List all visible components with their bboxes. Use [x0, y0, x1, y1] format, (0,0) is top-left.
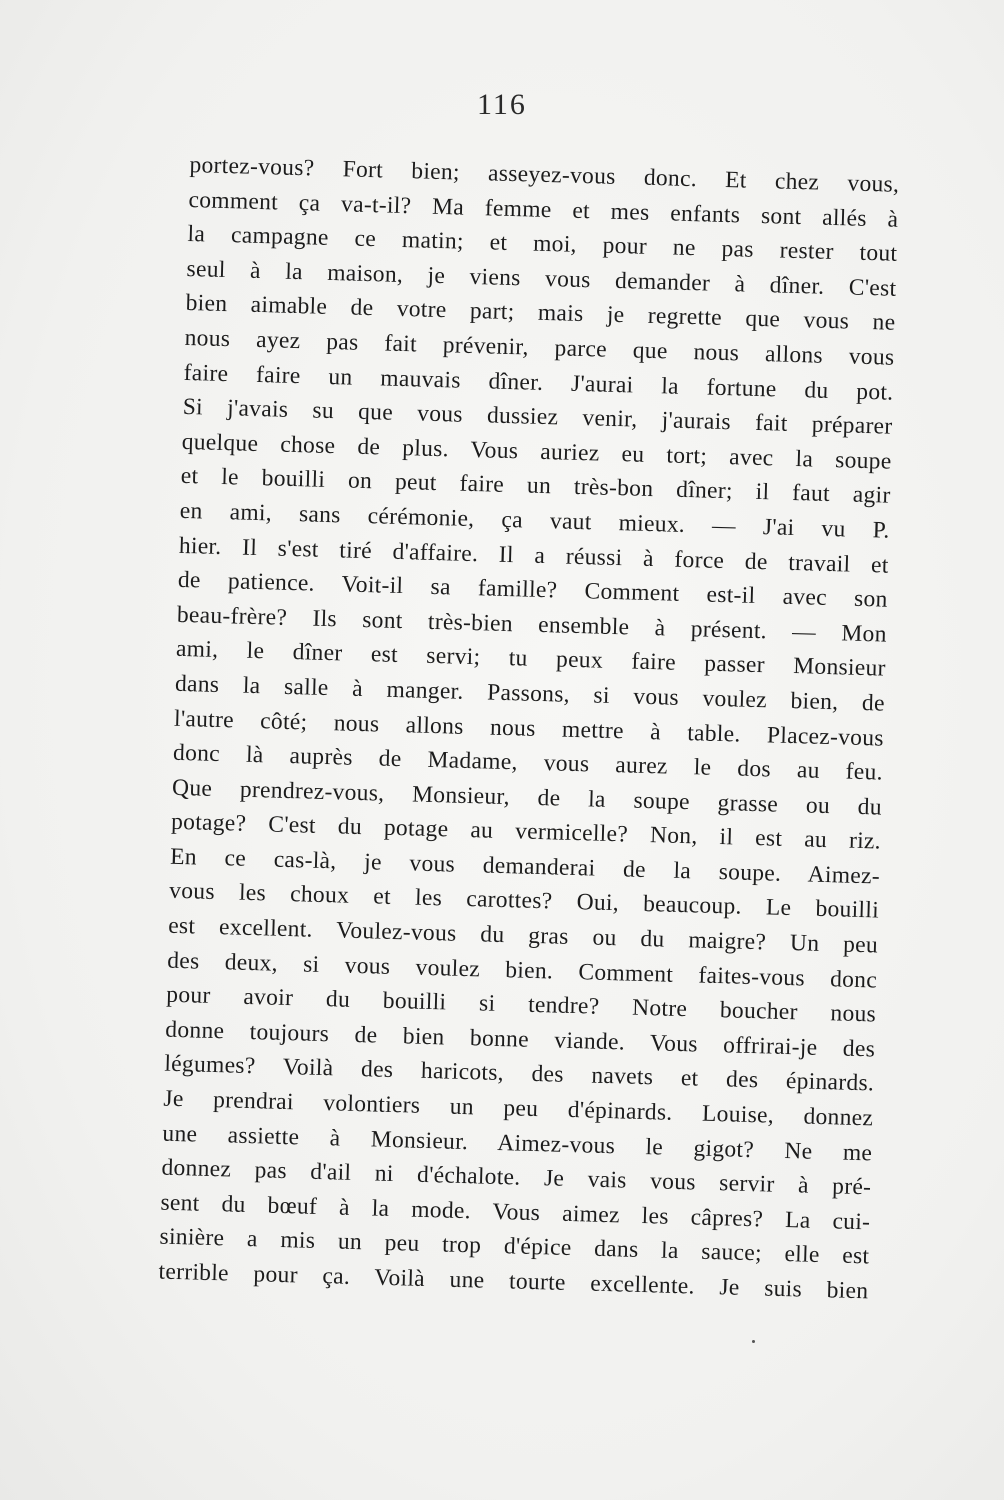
text-line: potage? C'est du potage au vermicelle? Non, il est au riz. — [170, 809, 882, 855]
text-line: nous ayez pas fait prévenir, parce que nous allons vous — [184, 324, 895, 371]
ink-speck — [752, 1340, 755, 1343]
text-line: Si j'avais su que vous dussiez venir, j'aurais fait préparer — [182, 394, 893, 440]
text-line: Je prendrai volontiers un peu d'épinards. Louise, donnez — [163, 1085, 874, 1132]
text-line: en ami, sans cérémonie, ça vaut mieux. — J'ai vu P. — [179, 497, 890, 544]
text-line: bien aimable de votre part; mais je regrette que vous ne — [185, 290, 896, 337]
text-line: sent du bœuf à la mode. Vous aimez les câpres? La cui- — [160, 1189, 871, 1236]
text-line: seul à la maison, je viens vous demander à dîner. C'est — [186, 255, 897, 302]
text-line: l'autre côté; nous allons nous mettre à table. Placez-vous — [173, 705, 885, 752]
text-line: hier. Il s'est tiré d'affaire. Il a réussi à force de travail et — [178, 532, 889, 579]
page-number: 116 — [477, 88, 527, 121]
text-line: beau-frère? Ils sont très-bien ensemble à présent. — Mon — [176, 601, 888, 648]
text-line: sinière a mis un peu trop d'épice dans la sauce; elle est — [159, 1223, 870, 1270]
text-line: des deux, si vous voulez bien. Comment faites-vous donc — [166, 947, 878, 994]
text-line: Que prendrez-vous, Monsieur, de la soupe grasse ou du — [171, 774, 883, 821]
text-line: portez-vous? Fort bien; asseyez-vous donc. Et chez vous, — [189, 151, 900, 198]
text-line: vous les choux et les carottes? Oui, beaucoup. Le bouilli — [168, 878, 880, 924]
text-line: pour avoir du bouilli si tendre? Notre boucher nous — [165, 981, 877, 1028]
text-line: et le bouilli on peut faire un très-bon dîner; il faut agir — [180, 463, 891, 510]
text-line: En ce cas-là, je vous demanderai de la soupe. Aimez- — [169, 843, 881, 890]
text-line: est excellent. Voulez-vous du gras ou du maigre? Un peu — [167, 912, 879, 959]
text-line: terrible pour ça. Voilà une tourte excellente. Je suis bien — [158, 1258, 869, 1305]
text-line: donnez pas d'ail ni d'échalote. Je vais vous servir à pré- — [161, 1154, 872, 1201]
text-line: de patience. Voit-il sa famille? Comment est-il avec son — [177, 566, 889, 613]
text-line: ami, le dîner est servi; tu peux faire passer Monsieur — [175, 636, 887, 682]
text-line: légumes? Voilà des haricots, des navets et des épinards. — [164, 1051, 875, 1097]
text-line: comment ça va-t-il? Ma femme et mes enfants sont allés à — [188, 186, 899, 233]
text-line: une assiette à Monsieur. Aimez-vous le gigot? Ne me — [162, 1120, 873, 1167]
text-line: donne toujours de bien bonne viande. Vous offrirai-je des — [165, 1016, 876, 1063]
text-line: dans la salle à manger. Passons, si vous voulez bien, de — [174, 670, 886, 717]
body-text — [158, 148, 900, 1309]
text-line: faire faire un mauvais dîner. J'aurai la fortune du pot. — [183, 359, 894, 406]
text-line: quelque chose de plus. Vous auriez eu tort; avec la soupe — [181, 428, 892, 475]
text-line: donc là auprès de Madame, vous aurez le dos au feu. — [172, 739, 884, 786]
text-line: la campagne ce matin; et moi, pour ne pas rester tout — [187, 221, 898, 267]
